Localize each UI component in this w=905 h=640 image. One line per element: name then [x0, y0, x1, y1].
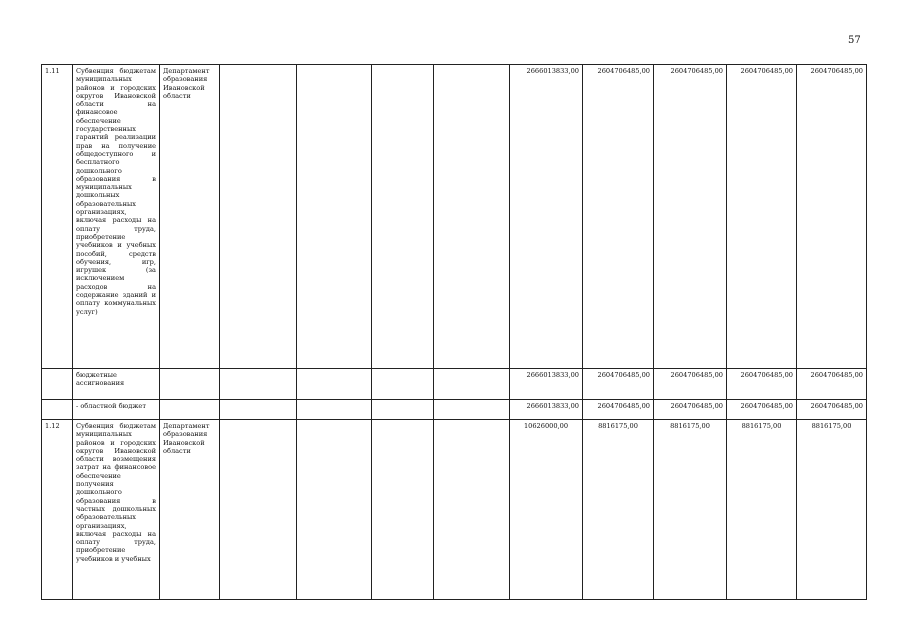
row-number: 1.11 — [42, 65, 73, 369]
empty-cell — [372, 65, 434, 369]
row-number — [42, 400, 73, 420]
empty-cell — [434, 400, 510, 420]
empty-cell — [372, 369, 434, 400]
empty-cell — [434, 65, 510, 369]
amount-cell: 8816175,00 — [654, 420, 727, 600]
amount-cell: 2604706485,00 — [654, 369, 727, 400]
responsible-org — [160, 369, 220, 400]
responsible-org: Департамент образования Ивановской области — [160, 420, 220, 600]
budget-table — [41, 64, 867, 600]
amount-cell: 2666013833,00 — [510, 65, 583, 369]
amount-cell: 2604706485,00 — [797, 400, 867, 420]
page-number: 57 — [848, 35, 861, 46]
amount-cell: 2604706485,00 — [797, 369, 867, 400]
empty-cell — [297, 400, 372, 420]
empty-cell — [297, 65, 372, 369]
row-description: - областной бюджет — [73, 400, 160, 420]
empty-cell — [220, 65, 297, 369]
amount-cell: 2604706485,00 — [727, 65, 797, 369]
amount-cell: 2604706485,00 — [654, 65, 727, 369]
table-row — [42, 420, 867, 600]
row-number — [42, 369, 73, 400]
empty-cell — [297, 369, 372, 400]
responsible-org — [160, 400, 220, 420]
amount-cell: 2604706485,00 — [654, 400, 727, 420]
amount-cell: 2604706485,00 — [727, 400, 797, 420]
amount-cell: 8816175,00 — [727, 420, 797, 600]
table-row — [42, 65, 867, 369]
empty-cell — [220, 369, 297, 400]
amount-cell: 2604706485,00 — [583, 65, 654, 369]
table-row — [42, 369, 867, 400]
row-description: Субвенция бюджетам муниципальных районов и городских округов Ивановской области возмещения затрат на финансовое обеспечение получения дошкольного образования в частных дошкольных образовательных организациях, включая расходы на оплату труда, приобретение учебников и учебных — [73, 420, 160, 600]
table-row — [42, 400, 867, 420]
amount-cell: 2666013833,00 — [510, 400, 583, 420]
row-description: бюджетные ассигнования — [73, 369, 160, 400]
empty-cell — [220, 400, 297, 420]
empty-cell — [372, 400, 434, 420]
empty-cell — [297, 420, 372, 600]
amount-cell: 2604706485,00 — [797, 65, 867, 369]
amount-cell: 10626000,00 — [510, 420, 583, 600]
empty-cell — [220, 420, 297, 600]
empty-cell — [434, 420, 510, 600]
amount-cell: 8816175,00 — [797, 420, 867, 600]
responsible-org: Департамент образования Ивановской области — [160, 65, 220, 369]
amount-cell: 8816175,00 — [583, 420, 654, 600]
amount-cell: 2604706485,00 — [727, 369, 797, 400]
amount-cell: 2666013833,00 — [510, 369, 583, 400]
amount-cell: 2604706485,00 — [583, 400, 654, 420]
amount-cell: 2604706485,00 — [583, 369, 654, 400]
row-description: Субвенция бюджетам муниципальных районов и городских округов Ивановской области на финансовое обеспечение государственных гарантий реализации прав на получение общедоступного и бесплатного дошкольного образования в муниципальных дошкольных образовательных организациях, включая расходы на оплату труда, приобретение учебников и учебных пособий, средств обучения, игр, игрушек (за исключением расходов на содержание зданий и оплату коммунальных услуг) — [73, 65, 160, 369]
empty-cell — [434, 369, 510, 400]
empty-cell — [372, 420, 434, 600]
row-number: 1.12 — [42, 420, 73, 600]
